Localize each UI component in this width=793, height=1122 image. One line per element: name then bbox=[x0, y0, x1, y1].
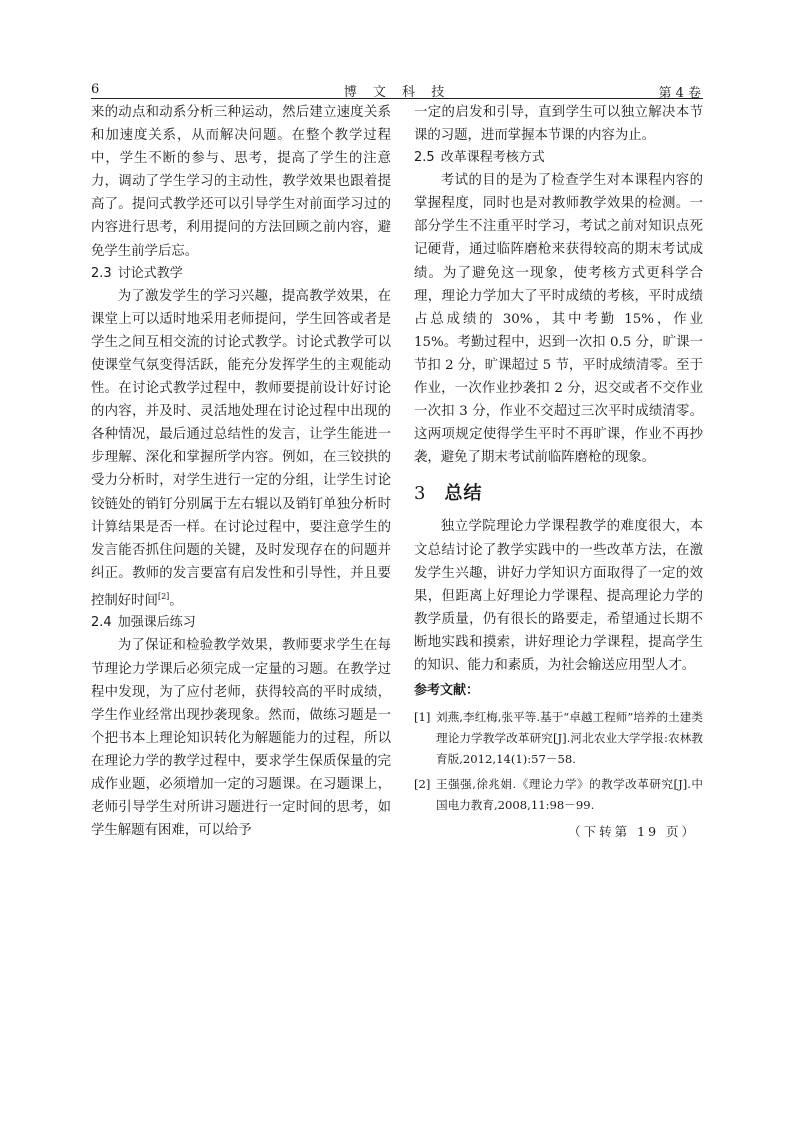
section-2-3-paragraph bbox=[91, 285, 391, 613]
section-number: 2.4 bbox=[91, 615, 112, 631]
running-header bbox=[91, 78, 703, 99]
reference-item bbox=[414, 707, 703, 770]
paragraph-text: 为了激发学生的学习兴趣，提高教学效果，在课堂上可以适时地采用老师提问，学生回答或者是学生之间互相交流的讨论式教学。讨论式教学可以使课堂气氛变得活跃，能充分发挥学生的主观能动性。在讨论式教学过程中，教师要提前设计好讨论的内容，并及时、灵活地处理在讨论过程中出现的各种情况，最后通过总结性的发言，让学生能进一步理解、深化和掌握所学内容。例如，在三铰拱的受力分析时，对学生进行一定的分组，让学生讨论铰链处的销钉分别属于左右辊以及销钉单独分析时计算结果是否一样。在讨论过程中，要注意学生的发言能否抓住问题的关键，及时发现存在的问题并纠正。教师的发言要富有启发性和引导性，并且要控制好时间 bbox=[91, 288, 391, 609]
continuation-paragraph: 一定的启发和引导，直到学生可以独立解决本节课的习题，进而掌握本节课的内容为止。 bbox=[414, 105, 703, 144]
paragraph-end: 。 bbox=[169, 593, 183, 609]
reference-label: [2] bbox=[414, 777, 431, 792]
section-heading-2-3 bbox=[91, 263, 391, 285]
chapter-heading-3 bbox=[414, 481, 703, 507]
section-title: 改革课程考核方式 bbox=[440, 150, 545, 166]
citation-marker: [2] bbox=[157, 591, 170, 601]
reference-text: 刘燕,李红梅,张平等.基于“卓越工程师”培养的土建类理论力学教学改革研究[J].河北农业大学学报:农林教育版,2012,14(1):57－58. bbox=[436, 710, 703, 767]
reference-label: [1] bbox=[414, 710, 431, 725]
section-title: 加强课后练习 bbox=[117, 615, 196, 631]
chapter-number: 3 bbox=[414, 483, 427, 505]
section-heading-2-5 bbox=[414, 147, 703, 169]
right-column bbox=[414, 101, 703, 840]
section-title: 讨论式教学 bbox=[117, 265, 183, 281]
intro-paragraph: 来的动点和动系分析三种运动，然后建立速度关系和加速度关系，从而解决问题。在整个教学过程中，学生不断的参与、思考，提高了学生的注意力，调动了学生学习的主动性，教学效果也跟着提高了。提问式教学还可以引导学生对前面学习过的内容进行思考，利用提问的方法回顾之前内容，避免学生前学后忘。 bbox=[91, 105, 391, 259]
reference-text: 王强强,徐兆娟.《理论力学》的教学改革研究[J].中国电力教育,2008,11:98－99. bbox=[436, 777, 703, 813]
conclusion-paragraph: 独立学院理论力学课程教学的难度很大，本文总结讨论了教学实践中的一些改革方法，在激发学生兴趣，讲好力学知识方面取得了一定的效果，但距离上好理论力学课程、提高理论力学的教学质量，仍有很长的路要走，希望通过长期不断地实践和摸索，讲好理论力学课程，提高学生的知识、能力和素质，为社会输送应用型人才。 bbox=[414, 519, 703, 673]
left-column bbox=[91, 101, 391, 842]
section-number: 2.5 bbox=[414, 150, 435, 166]
section-number: 2.3 bbox=[91, 265, 112, 281]
section-2-4-paragraph: 为了保证和检验教学效果，教师要求学生在每节理论力学课后必须完成一定量的习题。在教学过程中发现，为了应付老师，获得较高的平时成绩，学生作业经常出现抄袭现象。然而，做练习题是一个把书本上理论知识转化为解题能力的过程，所以在理论力学的教学过程中，要求学生保质保量的完成作业题，必须增加一定的习题课。在习题课上，老师引导学生对所讲习题进行一定时间的思考，如学生解题有困难，可以给予 bbox=[91, 638, 391, 839]
page-number: 6 bbox=[91, 82, 100, 97]
journal-name: 博 文 科 技 bbox=[343, 85, 451, 100]
references-title: 参考文献： bbox=[414, 683, 480, 699]
section-2-5-paragraph: 考试的目的是为了检查学生对本课程内容的掌握程度，同时也是对教师教学效果的检测。一部分学生不注重平时学习，考试之前对知识点死记硬背，通过临阵磨枪来获得较高的期末考试成绩。为了避免这一现象，使考核方式更科学合理，理论力学加大了平时成绩的考核，平时成绩占总成绩的 30%，其中考勤 15%，作业 15%。考勤过程中，迟到一次扣 0.5 分，旷课一节扣 2 分，旷课超过 5 节，平时成绩清零。至于作业，一次作业抄袭扣 2 分，迟交或者不交作业一次扣 3 分，作业不交超过三次平时成绩清零。这两项规定使得学生平时不再旷课，作业不再抄袭，避免了期末考试前临阵磨枪的现象。 bbox=[414, 173, 703, 466]
continued-on-note: （下转第 19 页） bbox=[568, 824, 697, 840]
reference-item bbox=[414, 774, 703, 816]
section-heading-2-4 bbox=[91, 612, 391, 634]
chapter-title: 总结 bbox=[444, 483, 483, 505]
volume-label: 第 4 卷 bbox=[658, 86, 701, 101]
